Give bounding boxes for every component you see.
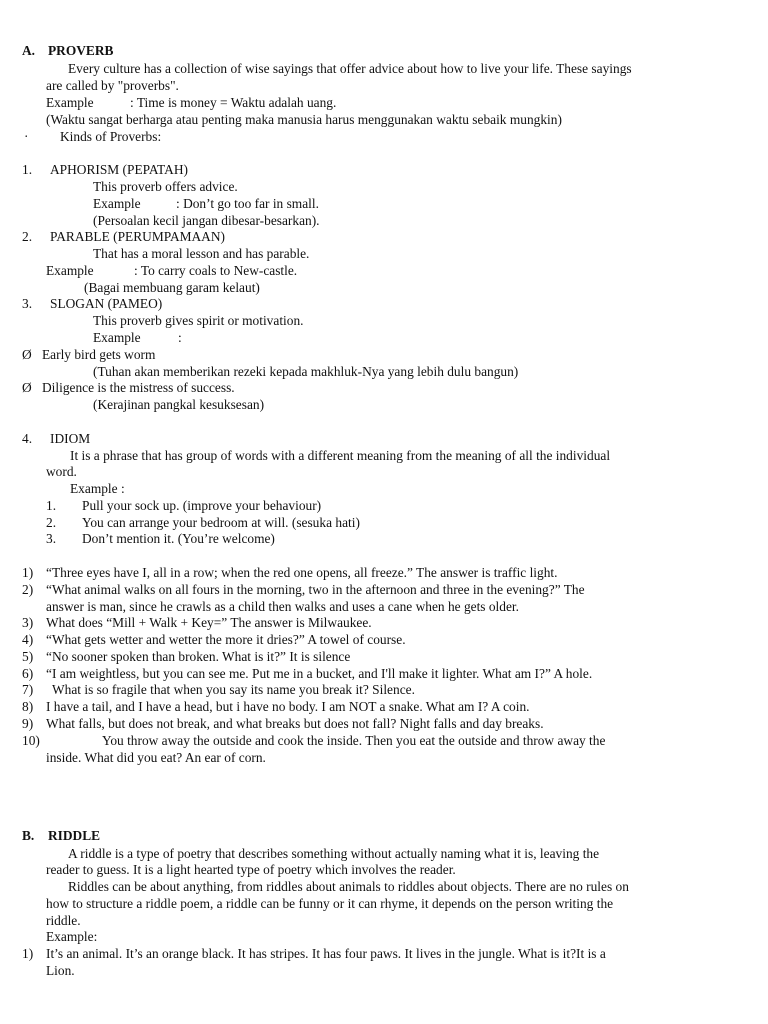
section-heading: RIDDLE xyxy=(48,828,101,843)
slogan-item: Diligence is the mistress of success. xyxy=(42,380,235,395)
section-heading: PROVERB xyxy=(48,43,114,58)
example-label: Example xyxy=(46,263,94,278)
list-number: 3) xyxy=(22,615,34,630)
list-number: 7) xyxy=(22,682,34,697)
list-number: 9) xyxy=(22,716,34,731)
translation-line: (Bagai membuang garam kelaut) xyxy=(84,280,260,295)
list-number: 1) xyxy=(22,946,34,961)
example-colon: : xyxy=(178,330,182,345)
example-label: Example xyxy=(93,196,141,211)
slogan-item: Early bird gets worm xyxy=(42,347,156,362)
list-number: 5) xyxy=(22,649,34,664)
list-number: 6) xyxy=(22,666,34,681)
list-number: 2) xyxy=(22,582,34,597)
paragraph-line: reader to guess. It is a light hearted type of poetry which involves the reader. xyxy=(46,862,456,877)
example-label: Example xyxy=(46,95,94,110)
paragraph-line: riddle. xyxy=(46,913,81,928)
paragraph-line: Riddles can be about anything, from riddles about animals to riddles about objects. There are no rules on xyxy=(68,879,629,894)
bullet-symbol: Ø xyxy=(22,347,32,362)
translation-line: (Persoalan kecil jangan dibesar-besarkan). xyxy=(93,213,320,228)
translation-line: (Waktu sangat berharga atau penting maka manusia harus menggunakan waktu sebaik mungkin) xyxy=(46,112,562,127)
paragraph-line: how to structure a riddle poem, a riddle can be funny or it can rhyme, it depends on the person writing the xyxy=(46,896,614,911)
example-label: Example xyxy=(93,330,141,345)
example-text: : To carry coals to New-castle. xyxy=(134,263,298,278)
list-number: 2. xyxy=(22,229,33,244)
riddle-item: I have a tail, and I have a head, but i have no body. I am NOT a snake. What am I? A coin. xyxy=(46,699,530,714)
list-number: 10) xyxy=(22,733,40,748)
paragraph-line: are called by "proverbs". xyxy=(46,78,179,93)
list-number: 1. xyxy=(46,498,57,513)
paragraph-line: Every culture has a collection of wise sayings that offer advice about how to live your life. These sayings xyxy=(68,61,632,76)
example-text: : Time is money = Waktu adalah uang. xyxy=(130,95,337,110)
list-number: 1. xyxy=(22,162,33,177)
description-line: word. xyxy=(46,464,77,479)
riddle-item: “No sooner spoken than broken. What is it?” It is silence xyxy=(46,649,351,664)
description-line: This proverb gives spirit or motivation. xyxy=(93,313,304,328)
riddle-item: What does “Mill + Walk + Key=” The answer is Milwaukee. xyxy=(46,615,372,630)
description-line: That has a moral lesson and has parable. xyxy=(93,246,310,261)
kinds-label: Kinds of Proverbs: xyxy=(60,129,162,144)
list-number: 2. xyxy=(46,515,57,530)
riddle-continuation: Lion. xyxy=(46,963,75,978)
bullet-dot: · xyxy=(24,129,29,144)
description-line: This proverb offers advice. xyxy=(93,179,238,194)
riddle-item: “What animal walks on all fours in the morning, two in the afternoon and three in the evening?” The xyxy=(46,582,585,597)
riddle-continuation: inside. What did you eat? An ear of corn. xyxy=(46,750,266,765)
riddle-item: “I am weightless, but you can see me. Put me in a bucket, and I'll make it lighter. What am I?” A hole. xyxy=(46,666,593,681)
riddle-item: “Three eyes have I, all in a row; when the red one opens, all freeze.” The answer is traffic light. xyxy=(46,565,558,580)
list-number: 4. xyxy=(22,431,33,446)
riddle-item: “What gets wetter and wetter the more it dries?” A towel of course. xyxy=(46,632,406,647)
translation-line: (Kerajinan pangkal kesuksesan) xyxy=(93,397,265,412)
list-number: 3. xyxy=(46,531,57,546)
example-label: Example : xyxy=(70,481,125,496)
riddle-item: What is so fragile that when you say its name you break it? Silence. xyxy=(52,682,415,697)
list-number: 3. xyxy=(22,296,33,311)
riddle-item: You throw away the outside and cook the inside. Then you eat the outside and throw away the xyxy=(102,733,606,748)
riddle-item: What falls, but does not break, and what breaks but does not fall? Night falls and day breaks. xyxy=(46,716,544,731)
riddle-example: It’s an animal. It’s an orange black. It has stripes. It has four paws. It lives in the jungle. What is it?It is a xyxy=(46,946,606,961)
subsection-title: IDIOM xyxy=(50,431,91,446)
description-line: It is a phrase that has group of words with a different meaning from the meaning of all the individual xyxy=(70,448,611,463)
list-number: 1) xyxy=(22,565,34,580)
section-letter: A. xyxy=(22,43,36,58)
paragraph-line: A riddle is a type of poetry that describes something without actually naming what it is, leaving the xyxy=(68,846,600,861)
riddle-continuation: answer is man, since he crawls as a child then walks and uses a cane when he gets older. xyxy=(46,599,519,614)
section-letter: B. xyxy=(22,828,35,843)
subsection-title: APHORISM (PEPATAH) xyxy=(50,162,188,177)
list-number: 8) xyxy=(22,699,34,714)
subsection-title: PARABLE (PERUMPAMAAN) xyxy=(50,229,225,244)
subsection-title: SLOGAN (PAMEO) xyxy=(50,296,163,311)
bullet-symbol: Ø xyxy=(22,380,32,395)
example-label: Example: xyxy=(46,929,98,944)
idiom-item: Don’t mention it. (You’re welcome) xyxy=(82,531,275,546)
idiom-item: Pull your sock up. (improve your behaviour) xyxy=(82,498,322,513)
list-number: 4) xyxy=(22,632,34,647)
translation-line: (Tuhan akan memberikan rezeki kepada makhluk-Nya yang lebih dulu bangun) xyxy=(93,364,519,379)
idiom-item: You can arrange your bedroom at will. (sesuka hati) xyxy=(82,515,360,530)
example-text: : Don’t go too far in small. xyxy=(176,196,319,211)
